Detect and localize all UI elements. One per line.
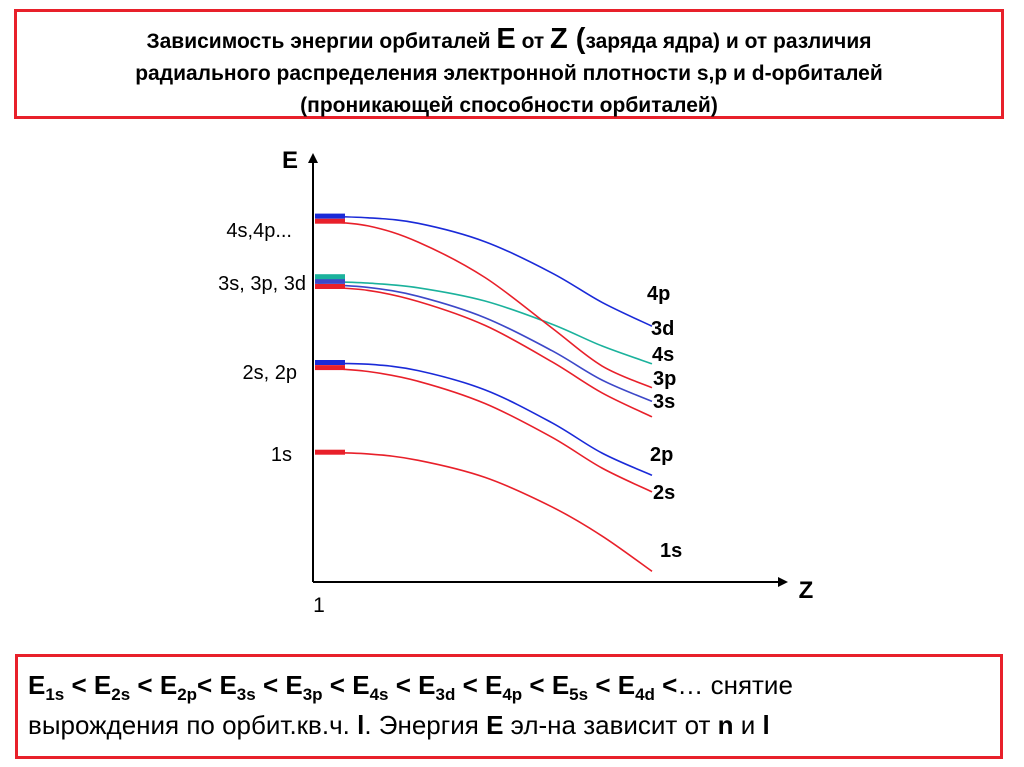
level-label-4s4p: 4s,4p... xyxy=(226,220,292,242)
x-tick-label: 1 xyxy=(313,594,325,617)
conclusion-text xyxy=(28,665,990,745)
series-line-3s xyxy=(318,287,652,417)
title-line-1: Зависимость энергии орбиталей E от Z (заряда ядра) и от различия xyxy=(146,23,872,55)
series-line-4s xyxy=(318,221,652,388)
level-marker-3s xyxy=(315,284,345,289)
end-label-3d: 3d xyxy=(651,318,675,340)
end-label-4s: 4s xyxy=(652,344,675,366)
level-marker-3d xyxy=(315,274,345,279)
conclusion-line-1: $E_{1s} < E_{2s} < E_{2p}< E_{3s} < E_{3p} < E_{4s} < E_{3d} < E_{4p} < E_{5s} < E_{4d}$ <… снятие xyxy=(28,670,793,704)
level-label-2s2p: 2s, 2p xyxy=(242,362,297,384)
end-label-1s: 1s xyxy=(660,540,683,562)
end-label-4p: 4p xyxy=(647,283,671,305)
conclusion-line-2: вырождения по орбит.кв.ч. l. Энергия E эл-на зависит от n и l xyxy=(28,710,770,740)
series-line-3d xyxy=(318,281,652,363)
y-axis-label: E xyxy=(281,147,299,174)
level-marker-3p xyxy=(315,279,345,284)
series-lines xyxy=(318,217,652,572)
conclusion-box xyxy=(15,654,1003,759)
level-label-1s: 1s xyxy=(270,444,292,466)
series-line-2s xyxy=(318,368,652,492)
series-line-1s xyxy=(318,453,652,572)
x-axis-label: Z xyxy=(798,577,814,604)
level-label-3s3p3d: 3s, 3p, 3d xyxy=(218,273,306,295)
level-marker-2p xyxy=(315,360,345,365)
level-marker-2s xyxy=(315,365,345,370)
end-label-2p: 2p xyxy=(650,444,674,466)
end-label-3p: 3p xyxy=(653,368,677,390)
level-marker-1s xyxy=(315,450,345,455)
title-line-2: радиального распределения электронной плотности s,p и d-орбиталей xyxy=(135,62,883,85)
level-marker-4s xyxy=(315,219,345,224)
title-line-3: (проникающей способности орбиталей) xyxy=(300,94,718,117)
level-marker-4p xyxy=(315,214,345,219)
level-markers xyxy=(315,214,345,455)
end-label-3s: 3s xyxy=(653,391,676,413)
series-line-4p xyxy=(318,217,652,327)
end-label-2s: 2s xyxy=(653,482,676,504)
